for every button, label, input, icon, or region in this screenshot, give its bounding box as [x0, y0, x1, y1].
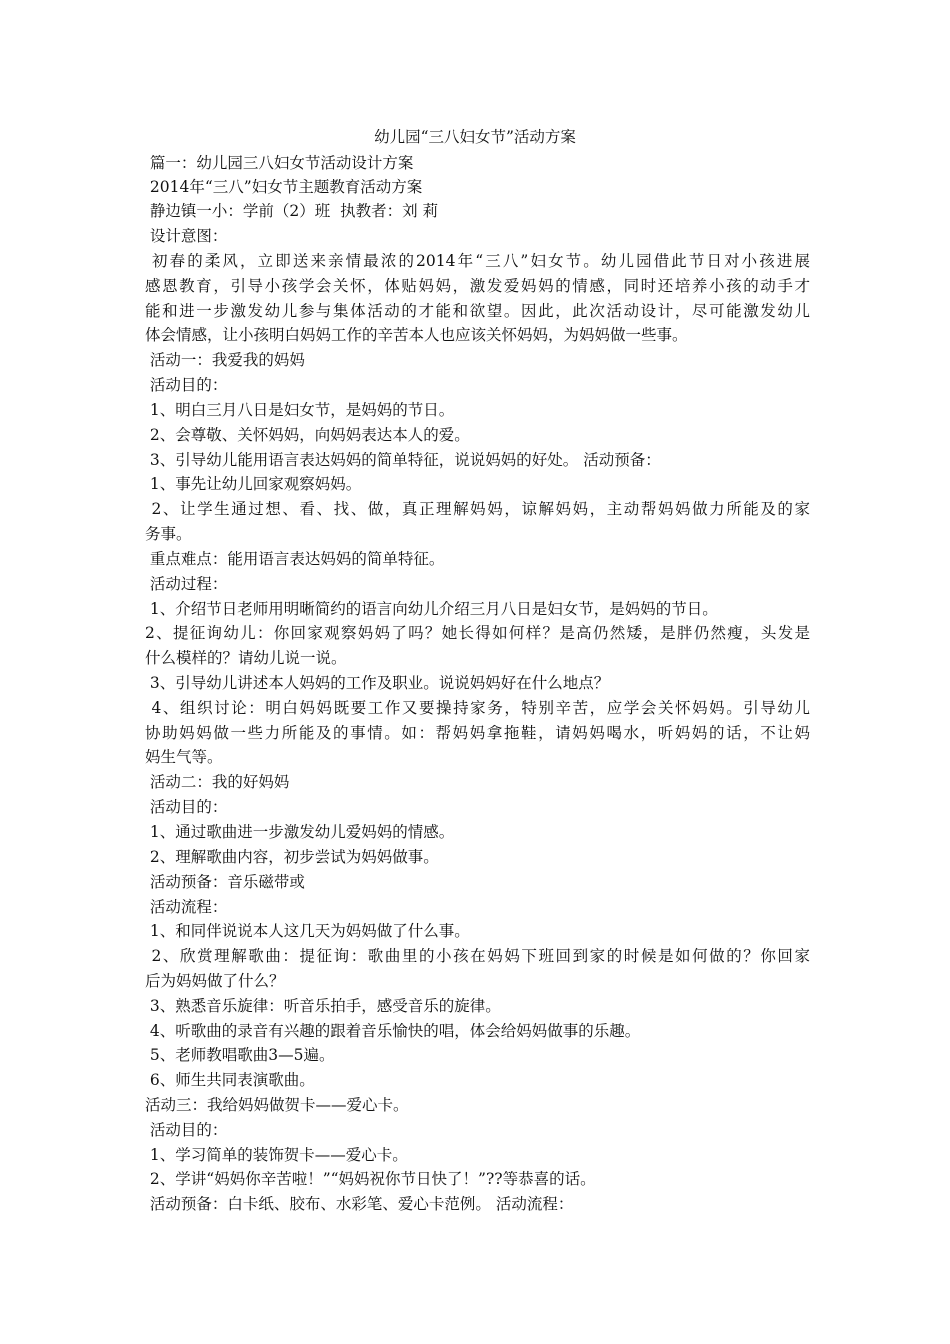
text-line-20: 2、提征询幼儿：你回家观察妈妈了吗？她长得如何样？是高仍然矮，是胖仍然瘦，头发是 [145, 624, 810, 642]
text-line-19: 1、介绍节日老师用明晰简约的语言向幼儿介绍三月八日是妇女节，是妈妈的节日。 [145, 600, 718, 618]
text-line-21: 什么模样的？请幼儿说一说。 [145, 649, 347, 667]
text-line-25: 妈生气等。 [145, 748, 223, 766]
text-line-2: 2014年“三八”妇女节主题教育活动方案 [145, 178, 423, 196]
text-line-29: 2、理解歌曲内容，初步尝试为妈妈做事。 [145, 848, 439, 866]
text-line-14: 1、事先让幼儿回家观察妈妈。 [145, 475, 362, 493]
text-line-3: 静边镇一小：学前（2）班 执教者：刘 莉 [145, 202, 439, 220]
document-title: 幼儿园“三八妇女节”活动方案 [374, 128, 576, 146]
text-line-42: 2、学讲“妈妈你辛苦啦！”“妈妈祝你节日快了！”??等恭喜的话。 [145, 1170, 596, 1188]
text-line-13: 3、引导幼儿能用语言表达妈妈的简单特征，说说妈妈的好处。 活动预备： [145, 451, 661, 469]
text-line-39: 活动三：我给妈妈做贺卡——爱心卡。 [145, 1096, 409, 1114]
text-line-26: 活动二：我的好妈妈 [145, 773, 290, 791]
text-line-9: 活动一：我爱我的妈妈 [145, 351, 305, 369]
text-line-1: 篇一：幼儿园三八妇女节活动设计方案 [145, 154, 414, 172]
text-line-33: 2、欣赏理解歌曲：提征询：歌曲里的小孩在妈妈下班回到家的时候是如何做的？你回家 [145, 947, 810, 965]
text-line-8: 体会情感，让小孩明白妈妈工作的辛苦本人也应该关怀妈妈，为妈妈做一些事。 [145, 326, 688, 344]
text-line-31: 活动流程： [145, 898, 228, 916]
text-line-7: 能和进一步激发幼儿参与集体活动的才能和欲望。因此，此次活动设计，尽可能激发幼儿 [145, 302, 810, 320]
text-line-22: 3、引导幼儿讲述本人妈妈的工作及职业。说说妈妈好在什么地点？ [145, 674, 610, 692]
text-line-27: 活动目的： [145, 798, 228, 816]
text-line-4: 设计意图： [145, 227, 228, 245]
text-line-32: 1、和同伴说说本人这几天为妈妈做了什么事。 [145, 922, 470, 940]
text-line-38: 6、师生共同表演歌曲。 [145, 1071, 315, 1089]
text-line-35: 3、熟悉音乐旋律：听音乐拍手，感受音乐的旋律。 [145, 997, 501, 1015]
text-line-36: 4、听歌曲的录音有兴趣的跟着音乐愉快的唱，体会给妈妈做事的乐趣。 [145, 1022, 641, 1040]
text-line-43: 活动预备：白卡纸、胶布、水彩笔、爱心卡范例。 活动流程： [145, 1195, 574, 1213]
text-line-10: 活动目的： [145, 376, 228, 394]
text-line-40: 活动目的： [145, 1121, 228, 1139]
text-line-30: 活动预备：音乐磁带或 [145, 873, 305, 891]
text-line-5: 初春的柔风，立即送来亲情最浓的2014年“三八”妇女节。幼儿园借此节日对小孩进展 [145, 252, 810, 270]
text-line-41: 1、学习简单的装饰贺卡——爱心卡。 [145, 1146, 408, 1164]
text-line-12: 2、会尊敬、关怀妈妈，向妈妈表达本人的爱。 [145, 426, 470, 444]
text-line-11: 1、明白三月八日是妇女节，是妈妈的节日。 [145, 401, 455, 419]
text-line-17: 重点难点：能用语言表达妈妈的简单特征。 [145, 550, 445, 568]
text-line-15: 2、让学生通过想、看、找、做，真正理解妈妈，谅解妈妈，主动帮妈妈做力所能及的家 [145, 500, 810, 518]
text-line-24: 协助妈妈做一些力所能及的事情。如：帮妈妈拿拖鞋，请妈妈喝水，听妈妈的话，不让妈 [145, 724, 810, 742]
text-line-28: 1、通过歌曲进一步激发幼儿爱妈妈的情感。 [145, 823, 455, 841]
text-line-16: 务事。 [145, 525, 192, 543]
text-line-34: 后为妈妈做了什么？ [145, 972, 285, 990]
text-line-23: 4、组织讨论：明白妈妈既要工作又要操持家务，特别辛苦，应学会关怀妈妈。引导幼儿 [145, 699, 810, 717]
text-line-18: 活动过程： [145, 575, 228, 593]
text-line-37: 5、老师教唱歌曲3—5遍。 [145, 1046, 335, 1064]
text-line-6: 感恩教育，引导小孩学会关怀，体贴妈妈，激发爱妈妈的情感，同时还培养小孩的动手才 [145, 277, 810, 295]
